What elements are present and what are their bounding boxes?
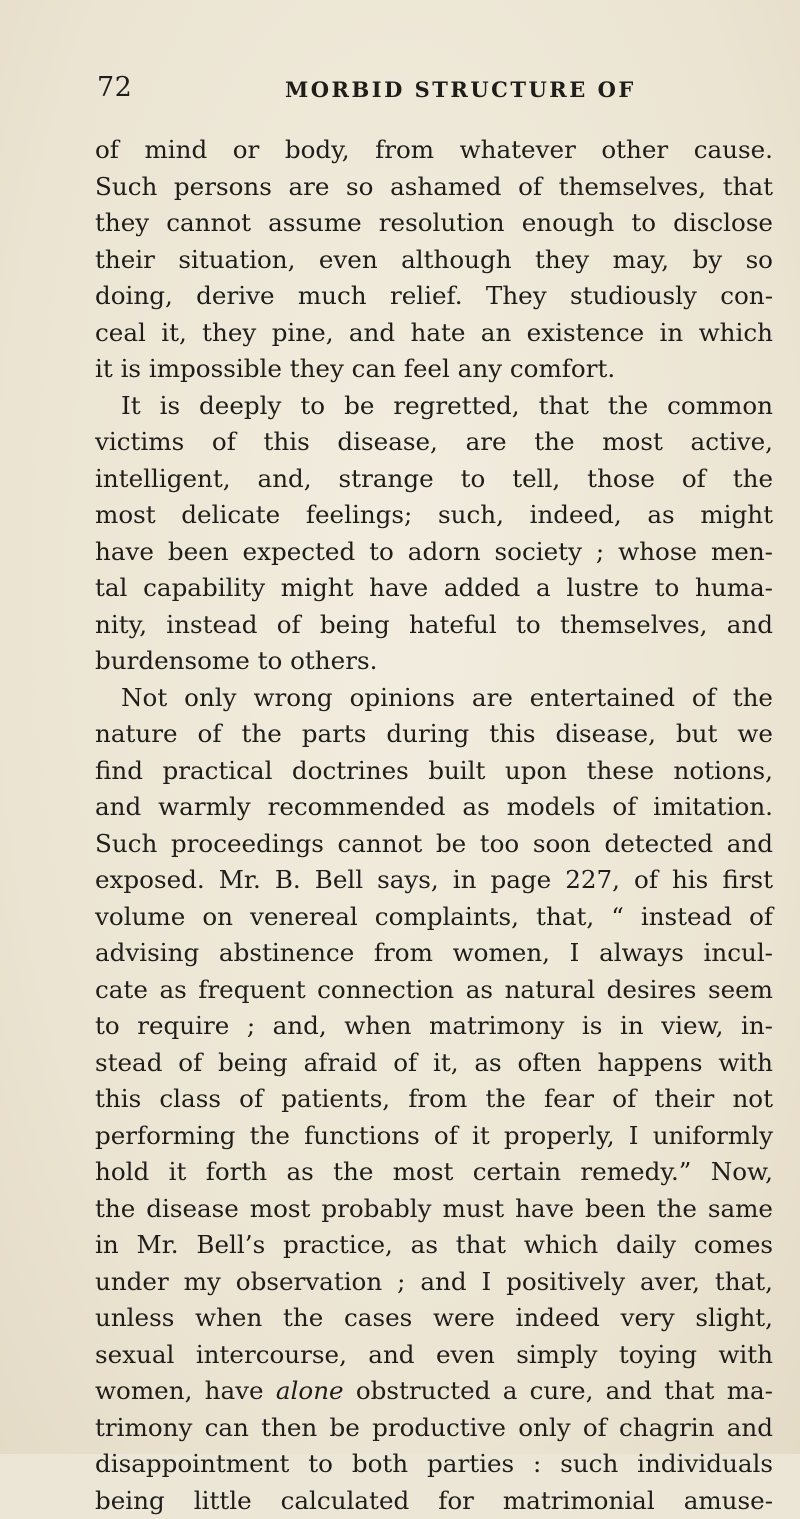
text-line: under my observation ; and I positively aver, that, bbox=[95, 1264, 773, 1301]
text-line: unless when the cases were indeed very slight, bbox=[95, 1300, 773, 1337]
text-line: the disease most probably must have been the same bbox=[95, 1191, 773, 1228]
italic-word: alone bbox=[276, 1376, 344, 1405]
text-line: being little calculated for matrimonial amuse- bbox=[95, 1483, 773, 1519]
text-line: burdensome to others. bbox=[95, 643, 773, 680]
text-line: It is deeply to be regretted, that the common bbox=[95, 388, 773, 425]
text-fragment: women, have bbox=[95, 1376, 264, 1405]
text-line: find practical doctrines built upon these notions, bbox=[95, 753, 773, 790]
text-line: performing the functions of it properly, I uniformly bbox=[95, 1118, 773, 1155]
text-line: exposed. Mr. B. Bell says, in page 227, of his first bbox=[95, 862, 773, 899]
text-line: nity, instead of being hateful to themselves, and bbox=[95, 607, 773, 644]
page-number: 72 bbox=[97, 72, 132, 103]
text-line: advising abstinence from women, I always incul- bbox=[95, 935, 773, 972]
text-line: their situation, even although they may, by so bbox=[95, 242, 773, 279]
text-line: Such persons are so ashamed of themselves, that bbox=[95, 169, 773, 206]
text-line: Such proceedings cannot be too soon detected and bbox=[95, 826, 773, 863]
text-line: Not only wrong opinions are entertained of the bbox=[95, 680, 773, 717]
text-line: disappointment to both parties : such individuals bbox=[95, 1446, 773, 1483]
text-line: they cannot assume resolution enough to disclose bbox=[95, 205, 773, 242]
text-line: tal capability might have added a lustre to huma- bbox=[95, 570, 773, 607]
text-line: victims of this disease, are the most active, bbox=[95, 424, 773, 461]
text-line: doing, derive much relief. They studiously con- bbox=[95, 278, 773, 315]
text-line: this class of patients, from the fear of their not bbox=[95, 1081, 773, 1118]
text-line: cate as frequent connection as natural desires seem bbox=[95, 972, 773, 1009]
text-line: of mind or body, from whatever other cause. bbox=[95, 132, 773, 169]
text-fragment: obstructed a cure, and that ma- bbox=[356, 1376, 773, 1405]
text-line: have been expected to adorn society ; whose men- bbox=[95, 534, 773, 571]
text-line: stead of being afraid of it, as often happens with bbox=[95, 1045, 773, 1082]
page-header bbox=[97, 72, 797, 112]
text-line: hold it forth as the most certain remedy.” Now, bbox=[95, 1154, 773, 1191]
text-line: in Mr. Bell’s practice, as that which daily comes bbox=[95, 1227, 773, 1264]
text-line: it is impossible they can feel any comfort. bbox=[95, 351, 773, 388]
text-line: ceal it, they pine, and hate an existence in which bbox=[95, 315, 773, 352]
text-line: trimony can then be productive only of chagrin and bbox=[95, 1410, 773, 1447]
text-line: nature of the parts during this disease, but we bbox=[95, 716, 773, 753]
text-line: and warmly recommended as models of imitation. bbox=[95, 789, 773, 826]
text-line: intelligent, and, strange to tell, those of the bbox=[95, 461, 773, 498]
body-text bbox=[95, 132, 773, 1519]
text-line: volume on venereal complaints, that, “ instead of bbox=[95, 899, 773, 936]
text-line-with-italic bbox=[95, 1373, 773, 1410]
running-head: MORBID STRUCTURE OF bbox=[285, 77, 636, 102]
text-line: most delicate feelings; such, indeed, as might bbox=[95, 497, 773, 534]
text-line: sexual intercourse, and even simply toying with bbox=[95, 1337, 773, 1374]
text-line: to require ; and, when matrimony is in view, in- bbox=[95, 1008, 773, 1045]
